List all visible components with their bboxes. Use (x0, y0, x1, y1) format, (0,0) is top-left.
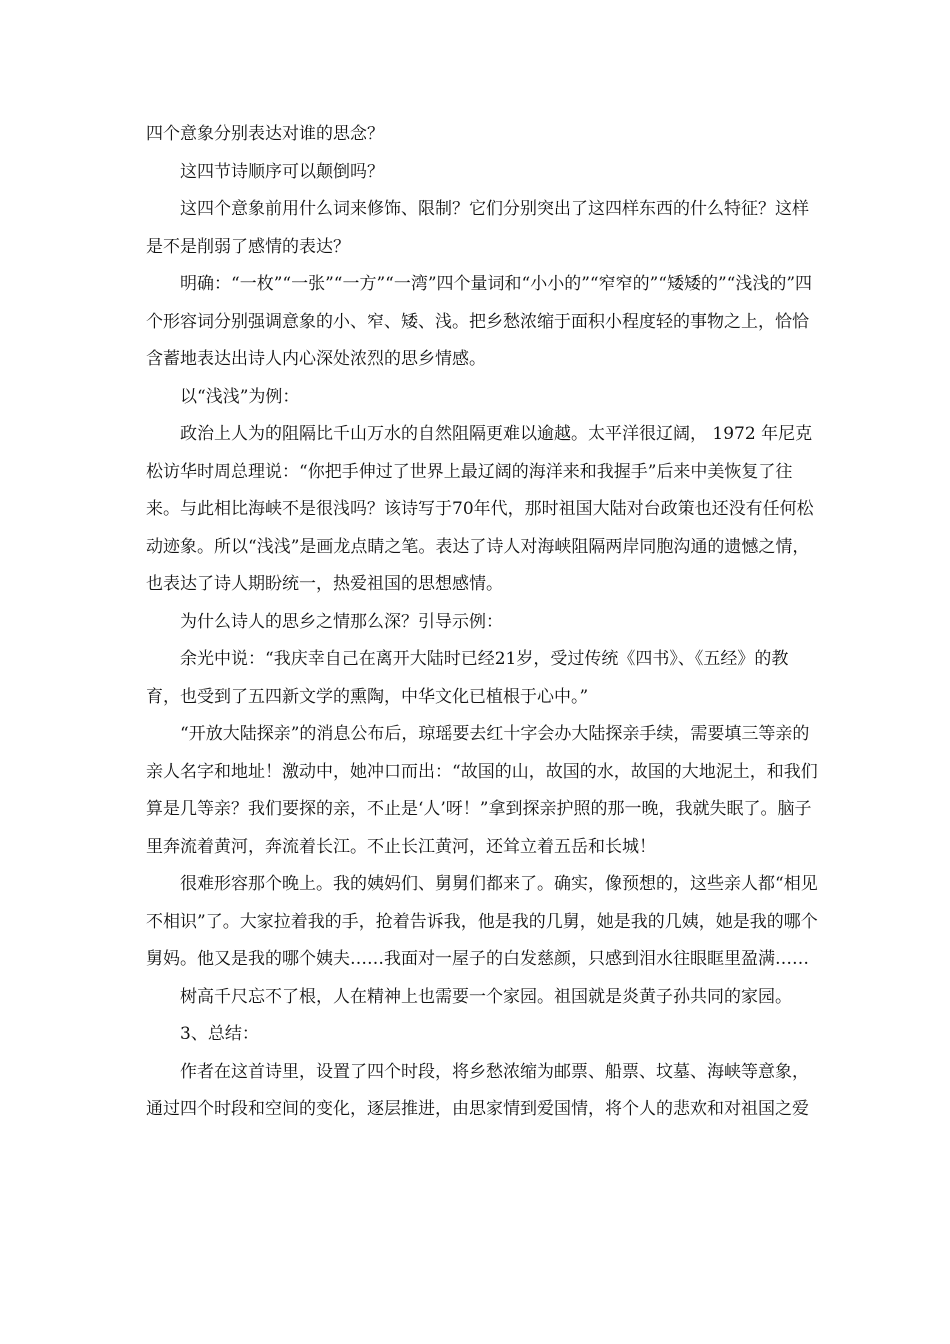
paragraph-2: 这四节诗顺序可以颠倒吗？ (180, 161, 384, 182)
paragraph-12: 3、总结： (180, 1024, 259, 1044)
paragraph-9: “开放大陆探亲”的消息公布后，琼瑶要去红十字会办大陆探亲手续，需要填三等亲的亲人名字和地址！激动中，她冲口而出：“故国的山，故国的水，故国的大地泥土，和我们算是几等亲？我们要探的亲，不止是‘人’呀！”拿到探亲护照的那一晚，我就失眠了。脑子里奔流着黄河，奔流着长江。不止长江黄河，还耸立着五岳和长城！ (146, 724, 818, 857)
paragraph-7: 为什么诗人的思乡之情那么深？引导示例： (180, 611, 503, 632)
paragraph-3: 这四个意象前用什么词来修饰、限制？它们分别突出了这四样东西的什么特征？这样是不是削弱了感情的表达？ (146, 199, 809, 257)
paragraph-13: 作者在这首诗里，设置了四个时段，将乡愁浓缩为邮票、船票、坟墓、海峡等意象，通过四个时段和空间的变化，逐层推进，由思家情到爱国情，将个人的悲欢和对祖国之爱 (146, 1061, 809, 1119)
document-body (146, 116, 818, 1129)
paragraph-6: 政治上人为的阻隔比千山万水的自然阻隔更难以逾越。太平洋很辽阔， 1972 年尼克松访华时周总理说：“你把手伸过了世界上最辽阔的海洋来和我握手”后来中美恢复了往来。与此相比海峡不是很浅吗？该诗写于70年代，那时祖国大陆对台政策也还没有任何松动迹象。所以“浅浅”是画龙点睛之笔。表达了诗人对海峡阻隔两岸同胞沟通的遗憾之情，也表达了诗人期盼统一，热爱祖国的思想感情。 (146, 424, 814, 594)
paragraph-10: 很难形容那个晚上。我的姨妈们、舅舅们都来了。确实，像预想的，这些亲人都“相见不相识”了。大家拉着我的手，抢着告诉我，他是我的几舅，她是我的几姨，她是我的哪个舅妈。他又是我的哪个姨夫……我面对一屋子的白发慈颜，只感到泪水往眼眶里盈满…… (146, 874, 818, 969)
paragraph-1: 四个意象分别表达对谁的思念？ (146, 124, 384, 144)
paragraph-5: 以“浅浅”为例： (180, 386, 300, 407)
paragraph-8: 余光中说：“我庆幸自己在离开大陆时已经21岁，受过传统《四书》、《五经》的教育，也受到了五四新文学的熏陶，中华文化已植根于心中。” (146, 649, 789, 707)
paragraph-4: 明确：“一枚”“一张”“一方”“一湾”四个量词和“小小的”“窄窄的”“矮矮的”“浅浅的”四个形容词分别强调意象的小、窄、矮、浅。把乡愁浓缩于面积小程度轻的事物之上，恰恰含蓄地表达出诗人内心深处浓烈的思乡情感。 (146, 274, 813, 369)
paragraph-11: 树高千尺忘不了根，人在精神上也需要一个家园。祖国就是炎黄子孙共同的家园。 (180, 986, 792, 1007)
